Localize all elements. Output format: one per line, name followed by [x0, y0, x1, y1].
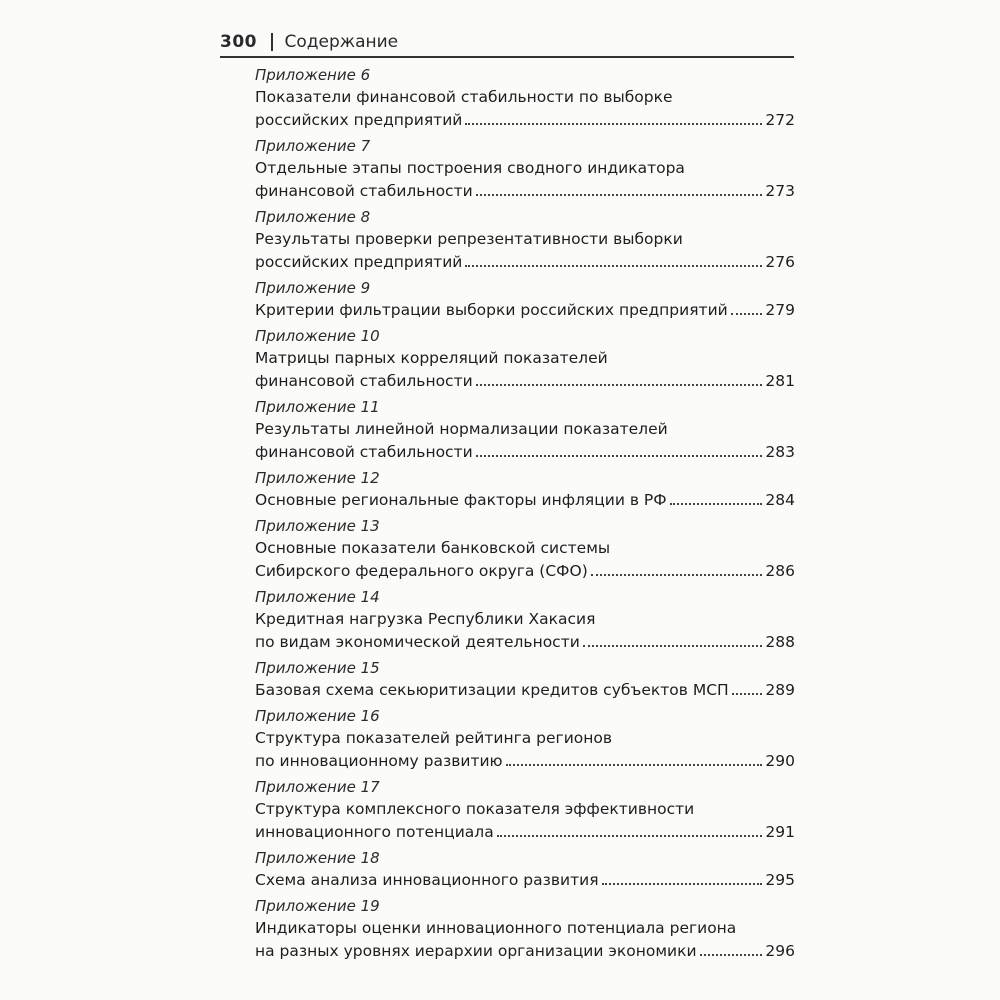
entry-title-line: финансовой стабильности [255, 182, 473, 200]
appendix-label: Приложение 18 [255, 849, 380, 867]
appendix-label: Приложение 7 [255, 137, 371, 155]
appendix-label: Приложение 9 [255, 279, 371, 297]
entry-last-line [255, 869, 795, 892]
entry-last-line [255, 489, 795, 512]
page-reference: 290 [765, 752, 795, 770]
toc-entry [255, 658, 795, 702]
entry-title-line: Показатели финансовой стабильности по выборке [255, 88, 673, 106]
dot-leader [700, 954, 763, 956]
dot-leader [465, 265, 762, 267]
toc-entry [255, 587, 795, 654]
page-reference: 295 [765, 871, 795, 889]
running-head [220, 30, 794, 54]
appendix-label: Приложение 19 [255, 897, 380, 915]
dot-leader [732, 693, 763, 695]
dot-leader [583, 645, 763, 647]
entry-title-line: Схема анализа инновационного развития [255, 871, 599, 889]
entry-last-line [255, 180, 795, 203]
entry-title-line: инновационного потенциала [255, 823, 494, 841]
appendix-label: Приложение 13 [255, 517, 380, 535]
entry-title-line: Структура комплексного показателя эффективности [255, 800, 695, 818]
entry-title-line: Базовая схема секьюритизации кредитов субъектов МСП [255, 681, 729, 699]
entry-title-line: Результаты проверки репрезентативности выборки [255, 230, 683, 248]
entry-title-line: Отдельные этапы построения сводного индикатора [255, 159, 685, 177]
dot-leader [497, 835, 763, 837]
dot-leader [476, 455, 763, 457]
page-reference: 289 [765, 681, 795, 699]
entry-title-line: по инновационному развитию [255, 752, 503, 770]
table-of-contents [255, 65, 795, 967]
appendix-label: Приложение 15 [255, 659, 380, 677]
page-reference: 273 [765, 182, 795, 200]
page-reference: 291 [765, 823, 795, 841]
toc-entry [255, 468, 795, 512]
entry-last-line [255, 821, 795, 844]
dot-leader [465, 123, 762, 125]
entry-title-line: Критерии фильтрации выборки российских предприятий [255, 301, 728, 319]
entry-title-line: Основные показатели банковской системы [255, 539, 611, 557]
toc-entry [255, 397, 795, 464]
dot-leader [476, 194, 763, 196]
page-reference: 281 [765, 372, 795, 390]
dot-leader [476, 384, 763, 386]
page-reference: 284 [765, 491, 795, 509]
entry-last-line [255, 750, 795, 773]
appendix-label: Приложение 17 [255, 778, 380, 796]
entry-last-line [255, 251, 795, 274]
entry-last-line [255, 560, 795, 583]
page-reference: 272 [765, 111, 795, 129]
entry-title-line: Структура показателей рейтинга регионов [255, 729, 612, 747]
entry-title-line: Сибирского федерального округа (СФО) [255, 562, 588, 580]
appendix-label: Приложение 11 [255, 398, 380, 416]
page-reference: 296 [765, 942, 795, 960]
toc-entry [255, 706, 795, 773]
dot-leader [506, 764, 763, 766]
entry-last-line [255, 441, 795, 464]
toc-entry [255, 136, 795, 203]
entry-title-line: Основные региональные факторы инфляции в РФ [255, 491, 667, 509]
entry-last-line [255, 940, 795, 963]
entry-title-line: Кредитная нагрузка Республики Хакасия [255, 610, 596, 628]
toc-entry [255, 207, 795, 274]
entry-title-line: на разных уровнях иерархии организации экономики [255, 942, 697, 960]
appendix-label: Приложение 16 [255, 707, 380, 725]
toc-entry [255, 326, 795, 393]
appendix-label: Приложение 6 [255, 66, 371, 84]
entry-title-line: российских предприятий [255, 111, 463, 129]
appendix-label: Приложение 10 [255, 327, 380, 345]
toc-entry [255, 65, 795, 132]
appendix-label: Приложение 8 [255, 208, 371, 226]
entry-title-line: Матрицы парных корреляций показателей [255, 349, 608, 367]
toc-entry [255, 516, 795, 583]
page-reference: 279 [765, 301, 795, 319]
toc-entry [255, 278, 795, 322]
entry-last-line [255, 679, 795, 702]
page-reference: 286 [765, 562, 795, 580]
section-title: Содержание [284, 32, 399, 52]
appendix-label: Приложение 12 [255, 469, 380, 487]
entry-last-line [255, 631, 795, 654]
entry-title-line: по видам экономической деятельности [255, 633, 580, 651]
header-rule [220, 56, 794, 58]
entry-last-line [255, 299, 795, 322]
page-reference: 276 [765, 253, 795, 271]
dot-leader [602, 883, 763, 885]
toc-entry [255, 777, 795, 844]
entry-title-line: Индикаторы оценки инновационного потенциала региона [255, 919, 737, 937]
dot-leader [670, 503, 763, 505]
appendix-label: Приложение 14 [255, 588, 380, 606]
entry-last-line [255, 109, 795, 132]
page-reference: 288 [765, 633, 795, 651]
page-number: 300 [220, 32, 257, 52]
toc-entry [255, 848, 795, 892]
entry-title-line: финансовой стабильности [255, 372, 473, 390]
entry-title-line: российских предприятий [255, 253, 463, 271]
entry-title-line: Результаты линейной нормализации показателей [255, 420, 668, 438]
page-reference: 283 [765, 443, 795, 461]
entry-title-line: финансовой стабильности [255, 443, 473, 461]
entry-last-line [255, 370, 795, 393]
dot-leader [731, 313, 763, 315]
header-separator [271, 33, 273, 51]
toc-entry [255, 896, 795, 963]
dot-leader [591, 574, 763, 576]
